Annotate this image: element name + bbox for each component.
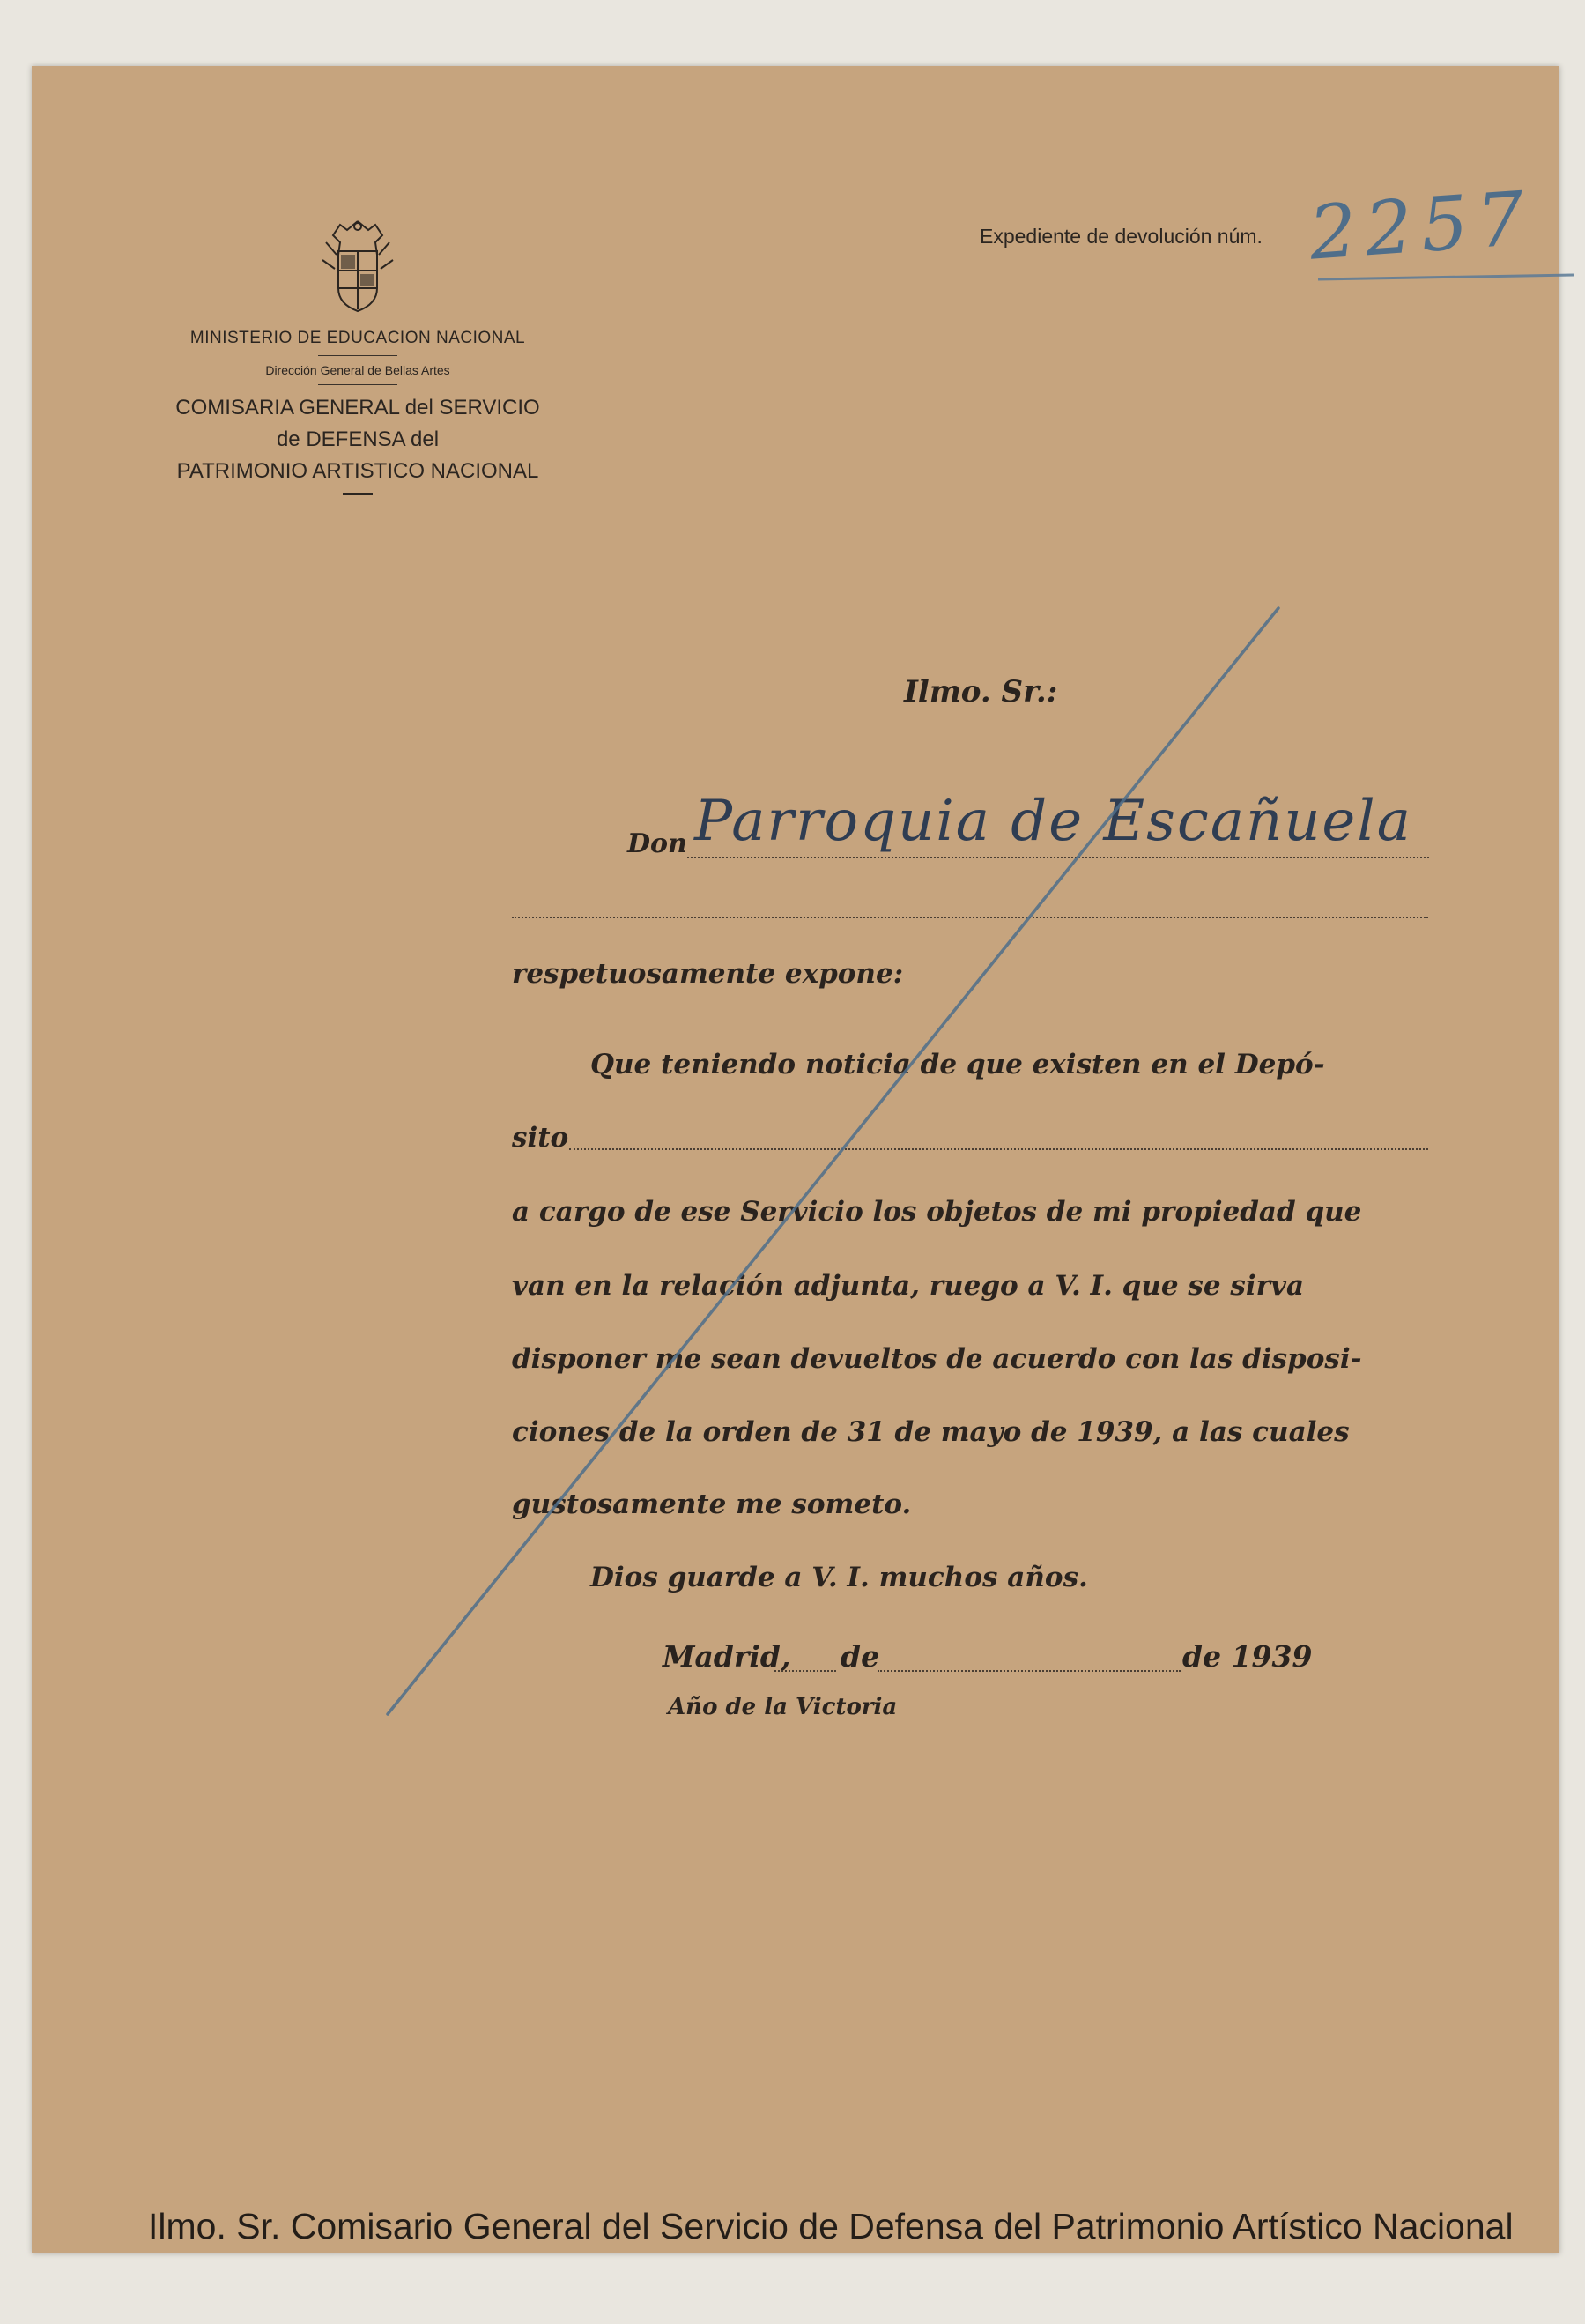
salutation: Ilmo. Sr.: [904,674,1058,709]
body-line: van en la relación adjunta, ruego a V. I. que se sirva [512,1270,1305,1302]
dateline-city: Madrid, [663,1639,791,1674]
dateline-de: de [841,1639,880,1674]
ministry-name: MINISTERIO DE EDUCACION NACIONAL [189,329,526,347]
addressee-footer: Ilmo. Sr. Comisario General del Servicio de Defensa del Patrimonio Artístico Nacional [148,2206,1514,2246]
body-line: a cargo de ese Servicio los objetos de mi propiedad que [512,1196,1362,1228]
body-line: disponer me sean devueltos de acuerdo con las disposi- [512,1343,1362,1375]
blue-pencil-strike [32,66,1559,2253]
petitioner-name-handwritten: Parroquia de Escañuela [694,789,1412,854]
dateline-year: de 1939 [1182,1639,1313,1674]
body-intro: respetuosamente expone: [512,958,904,990]
file-number-handwritten: 2257 [1306,174,1536,277]
body-line: Que teniendo noticia de que existen en el Depó- [590,1049,1325,1080]
body-line: ciones de la orden de 31 de mayo de 1939, a las cuales [512,1416,1350,1448]
body-line: gustosamente me someto. [512,1489,912,1520]
directorate-name: Dirección General de Bellas Artes [265,363,450,377]
document-sheet [32,66,1559,2253]
file-number-label: Expediente de devolución núm. [980,225,1263,248]
petitioner-label: Don [627,828,687,859]
commission-name: COMISARIA GENERAL del SERVICIO de DEFENSA del PATRIMONIO ARTISTICO NACIONAL [175,396,540,483]
closing-formula: Dios guarde a V. I. muchos años. [590,1562,1088,1593]
body-line: sito [512,1122,569,1154]
year-of-victory-note: Año de la Victoria [668,1694,898,1720]
